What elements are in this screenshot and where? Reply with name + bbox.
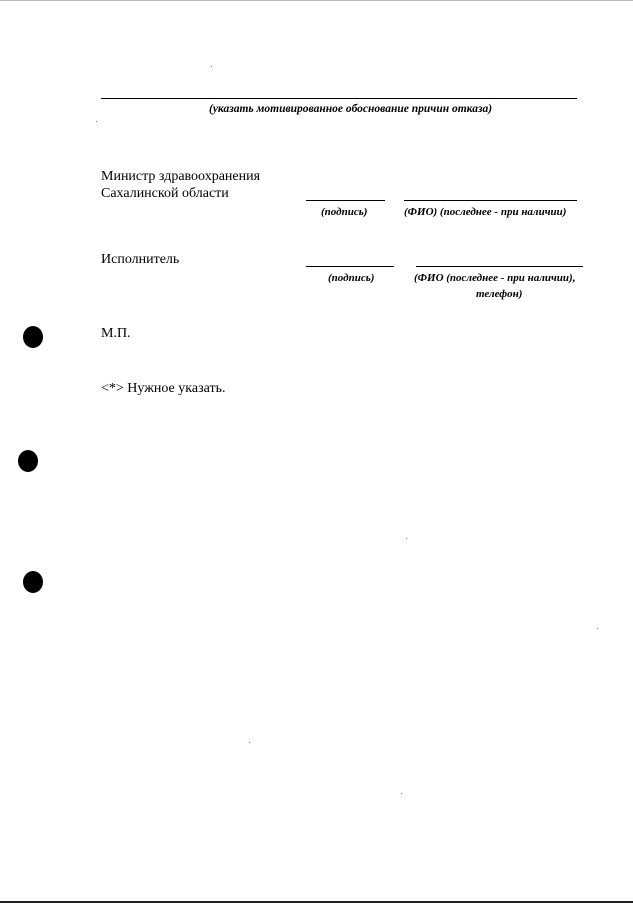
executor-label: Исполнитель [101,252,180,267]
scan-speck [96,121,97,122]
minister-name-caption: (ФИО) (последнее - при наличии) [404,206,567,218]
executor-name-caption-line2: телефон) [476,288,523,300]
refusal-reason-line [101,98,577,99]
minister-title-line1: Министр здравоохранения [101,169,261,184]
seal-place: М.П. [101,326,131,341]
punch-hole-bottom [23,571,43,593]
minister-signature-caption: (подпись) [321,206,368,218]
scan-speck [597,628,598,629]
minister-signature-line [306,200,385,201]
executor-name-line [416,266,583,267]
punch-hole-top [23,326,43,348]
minister-name-line [404,200,577,201]
scan-top-edge [0,0,633,1]
scan-speck [249,742,250,743]
refusal-reason-caption: (указать мотивированное обоснование причин отказа) [209,103,493,115]
scan-speck [406,538,407,539]
scan-speck [211,66,212,67]
minister-title-line2: Сахалинской области [101,186,229,201]
scan-speck [401,793,402,794]
executor-signature-line [306,266,394,267]
executor-name-caption-line1: (ФИО (последнее - при наличии), [414,272,576,284]
footnote: <*> Нужное указать. [101,381,226,396]
punch-hole-middle [18,450,38,472]
executor-signature-caption: (подпись) [328,272,375,284]
scan-bottom-edge [0,901,633,903]
